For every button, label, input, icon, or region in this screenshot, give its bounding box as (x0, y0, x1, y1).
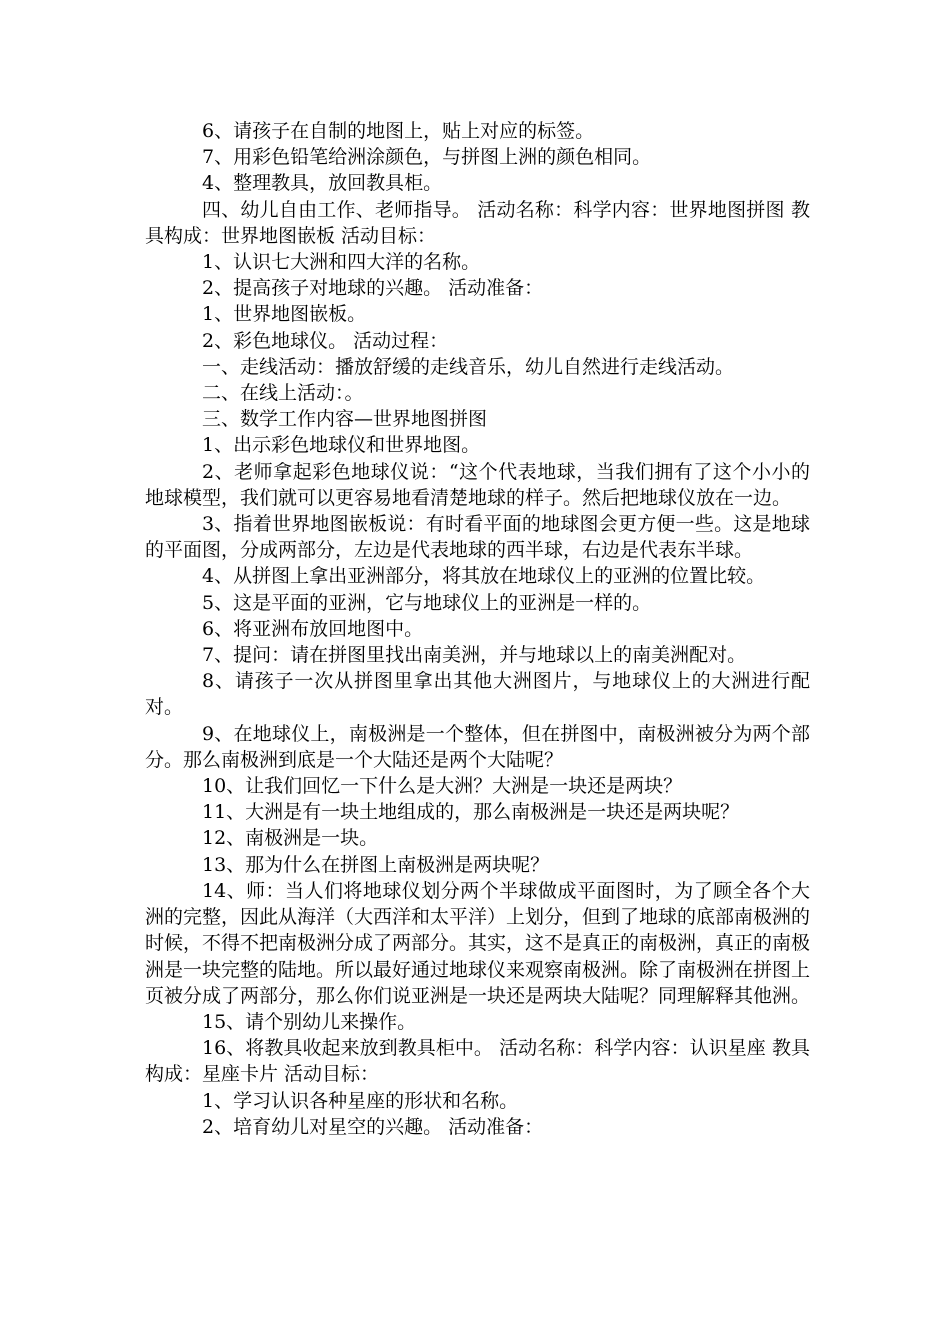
paragraph: 15、请个别幼儿来操作。 (202, 1010, 417, 1033)
paragraph: 2、彩色地球仪。 活动过程： (202, 329, 449, 352)
paragraph: 1、认识七大洲和四大洋的名称。 (202, 251, 481, 274)
paragraph: 6、将亚洲布放回地图中。 (202, 617, 424, 640)
paragraph: 14、师：当人们将地球仪划分两个半球做成平面图时，为了顾全各个大洲的完整，因此从海洋（大西洋和太平洋）上划分，但到了地球的底部南极洲的时候，不得不把南极洲分成了两部分。其实，这不是真正的南极洲，真正的南极洲是一块完整的陆地。所以最好通过地球仪来观察南极洲。除了南极洲在拼图上页被分成了两部分，那么你们说亚洲是一块还是两块大陆呢？同理解释其他洲。 (145, 879, 811, 1007)
paragraph: 8、请孩子一次从拼图里拿出其他大洲图片，与地球仪上的大洲进行配对。 (145, 670, 810, 719)
paragraph: 3、指着世界地图嵌板说：有时看平面的地球图会更方便一些。这是地球的平面图，分成两部分，左边是代表地球的西半球，右边是代表东半球。 (145, 513, 810, 562)
paragraph: 13、那为什么在拼图上南极洲是两块呢？ (202, 853, 550, 876)
paragraph: 10、让我们回忆一下什么是大洲？大洲是一块还是两块？ (202, 775, 683, 798)
paragraph: 7、用彩色铅笔给洲涂颜色，与拼图上洲的颜色相同。 (202, 146, 652, 169)
paragraph: 7、提问：请在拼图里找出南美洲，并与地球以上的南美洲配对。 (202, 644, 747, 667)
paragraph: 二、在线上活动：。 (202, 382, 364, 405)
paragraph: 2、老师拿起彩色地球仪说：“这个代表地球，当我们拥有了这个小小的地球模型，我们就可以更容易地看清楚地球的样子。然后把地球仪放在一边。 (145, 460, 810, 509)
paragraph: 12、南极洲是一块。 (202, 827, 379, 850)
paragraph: 9、在地球仪上，南极洲是一个整体，但在拼图中，南极洲被分为两个部分。那么南极洲到底是一个大陆还是两个大陆呢？ (145, 722, 810, 771)
paragraph: 4、整理教具，放回教具柜。 (202, 172, 443, 195)
paragraph: 1、世界地图嵌板。 (202, 303, 367, 326)
paragraph: 一、走线活动：播放舒缓的走线音乐，幼儿自然进行走线活动。 (202, 355, 735, 378)
paragraph: 4、从拼图上拿出亚洲部分，将其放在地球仪上的亚洲的位置比较。 (202, 565, 766, 588)
paragraph: 2、培育幼儿对星空的兴趣。 活动准备： (202, 1115, 544, 1138)
paragraph: 四、幼儿自由工作、老师指导。 活动名称：科学内容：世界地图拼图 教具构成：世界地图嵌板 活动目标： (145, 198, 810, 247)
paragraph: 11、大洲是有一块土地组成的，那么南极洲是一块还是两块呢？ (202, 801, 740, 824)
paragraph: 16、将教具收起来放到教具柜中。 活动名称：科学内容：认识星座 教具构成：星座卡片 活动目标： (145, 1037, 810, 1086)
paragraph: 1、学习认识各种星座的形状和名称。 (202, 1089, 519, 1112)
paragraph: 2、提高孩子对地球的兴趣。 活动准备： (202, 277, 544, 300)
paragraph: 6、请孩子在自制的地图上，贴上对应的标签。 (202, 120, 595, 142)
document-body (145, 118, 810, 1140)
paragraph: 5、这是平面的亚洲，它与地球仪上的亚洲是一样的。 (202, 591, 652, 614)
paragraph: 三、数学工作内容—世界地图拼图 (202, 408, 488, 431)
paragraph: 1、出示彩色地球仪和世界地图。 (202, 434, 481, 457)
